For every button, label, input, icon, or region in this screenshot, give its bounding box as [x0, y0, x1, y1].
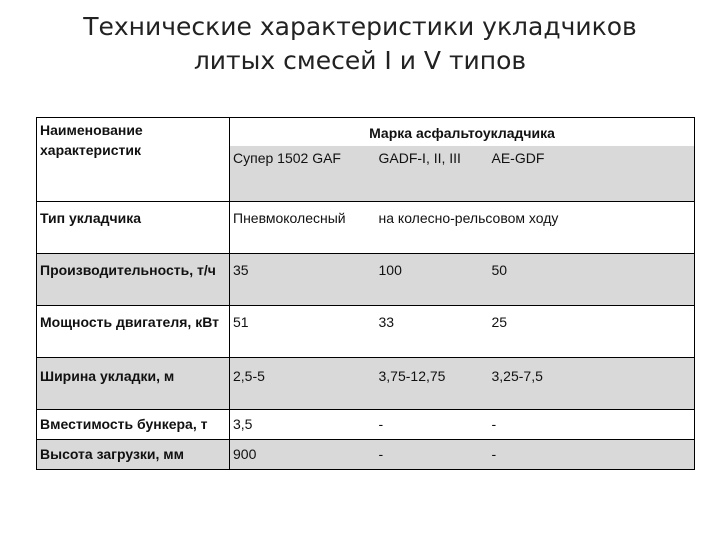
cell-text: 900 — [233, 446, 257, 462]
row-label — [37, 202, 230, 254]
brand-ae-gdf — [489, 146, 695, 202]
row-cell — [489, 254, 695, 306]
row-label-text: Вместимость бункера, т — [40, 416, 208, 432]
row-cell — [376, 440, 489, 470]
table-row — [37, 202, 695, 254]
brand-super-1502 — [230, 146, 376, 202]
table-row — [37, 254, 695, 306]
cell-text: 51 — [233, 314, 249, 330]
cell-text: - — [491, 446, 497, 462]
row-cell — [489, 306, 695, 358]
cell-text: - — [378, 416, 384, 432]
table-row — [37, 306, 695, 358]
row-cell — [230, 202, 376, 254]
cell-text: на колесно-рельсовом ходу — [378, 210, 559, 226]
row-cell — [489, 410, 695, 440]
cell-text: 33 — [378, 314, 395, 330]
cell-text: 50 — [491, 262, 508, 278]
row-cell — [376, 254, 489, 306]
header-characteristic — [37, 118, 230, 202]
row-cell — [230, 358, 376, 410]
header-brand-group — [230, 118, 695, 146]
row-cell — [230, 440, 376, 470]
row-label-text: Мощность двигателя, кВт — [40, 314, 219, 330]
table-row — [37, 358, 695, 410]
row-cell — [376, 306, 489, 358]
cell-text: 2,5-5 — [233, 368, 265, 384]
row-cell — [376, 410, 489, 440]
cell-text: - — [491, 416, 497, 432]
header-characteristic-label: Наименование характеристик — [40, 122, 143, 158]
row-label — [37, 410, 230, 440]
title-line-1: Технические характеристики укладчиков — [83, 12, 637, 41]
row-cell — [230, 410, 376, 440]
cell-text: 3,5 — [233, 416, 253, 432]
brand-label: Супер 1502 GAF — [233, 149, 341, 166]
cell-text: 100 — [378, 262, 402, 278]
cell-text: - — [378, 446, 384, 462]
row-cell — [489, 440, 695, 470]
cell-text: 3,75-12,75 — [378, 368, 446, 384]
row-cell — [376, 202, 695, 254]
row-cell — [376, 358, 489, 410]
row-label — [37, 254, 230, 306]
row-label-text: Ширина укладки, м — [40, 368, 175, 384]
row-cell — [489, 358, 695, 410]
cell-text: 25 — [491, 314, 508, 330]
row-label-text: Высота загрузки, мм — [40, 446, 185, 462]
row-label — [37, 306, 230, 358]
row-label — [37, 440, 230, 470]
table-row — [37, 410, 695, 440]
row-label — [37, 358, 230, 410]
brand-gadf — [376, 146, 489, 202]
brand-label: AE-GDF — [491, 149, 545, 166]
spec-table — [36, 117, 695, 470]
row-cell — [230, 254, 376, 306]
header-brand-group-label: Марка асфальтоукладчика — [369, 125, 555, 141]
row-label-text: Производительность, т/ч — [40, 262, 216, 278]
brand-label: GADF-I, II, III — [378, 149, 461, 166]
row-cell — [230, 306, 376, 358]
cell-text: 35 — [233, 262, 249, 278]
title-line-2: литых смесей I и V типов — [193, 46, 527, 75]
row-label-text: Тип укладчика — [40, 210, 142, 226]
table-row — [37, 440, 695, 470]
cell-text: 3,25-7,5 — [491, 368, 543, 384]
cell-text: Пневмоколесный — [233, 210, 346, 226]
slide-title — [0, 10, 720, 78]
